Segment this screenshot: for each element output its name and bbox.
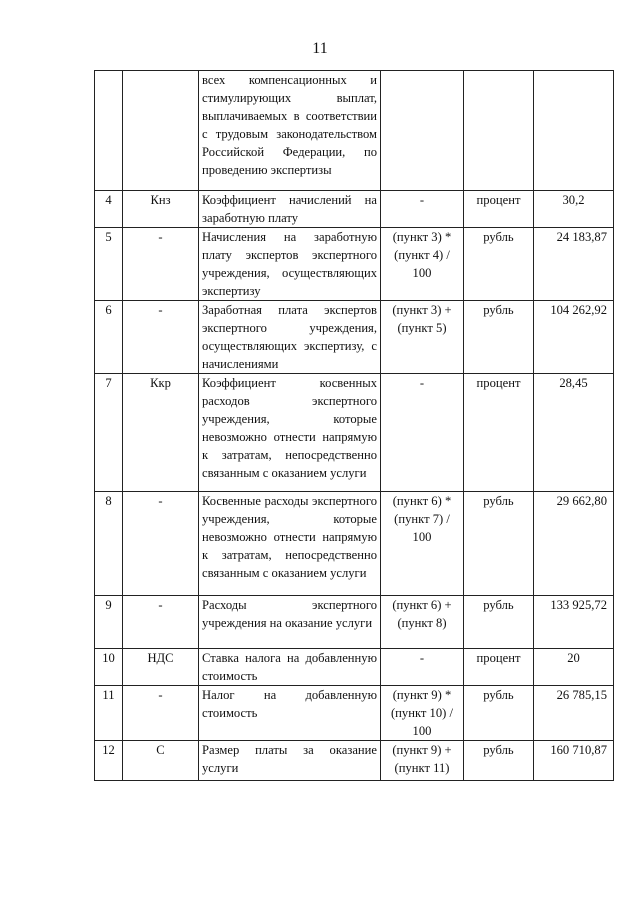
row-number: 5 <box>95 228 123 301</box>
row-formula: - <box>381 649 464 686</box>
row-number: 6 <box>95 301 123 374</box>
row-unit: процент <box>464 649 534 686</box>
row-value: 30,2 <box>534 191 614 228</box>
table-row <box>95 596 614 649</box>
row-value: 28,45 <box>534 374 614 492</box>
row-unit: рубль <box>464 596 534 649</box>
row-description: всех компенсационных и стимулирующих выплат, выплачиваемых в соответствии с трудовым законодательством Российской Федерации, по проведению экспертизы <box>199 71 381 191</box>
row-number <box>95 71 123 191</box>
row-symbol: С <box>123 741 199 781</box>
row-unit <box>464 71 534 191</box>
row-number: 7 <box>95 374 123 492</box>
row-symbol: - <box>123 228 199 301</box>
row-unit: рубль <box>464 492 534 596</box>
table-row <box>95 649 614 686</box>
row-formula: (пункт 9) * (пункт 10) / 100 <box>381 686 464 741</box>
row-number: 12 <box>95 741 123 781</box>
row-symbol: - <box>123 686 199 741</box>
table-row <box>95 301 614 374</box>
table-row <box>95 686 614 741</box>
row-number: 10 <box>95 649 123 686</box>
table-row <box>95 71 614 191</box>
row-value: 26 785,15 <box>534 686 614 741</box>
row-symbol: Кнз <box>123 191 199 228</box>
page-number: 11 <box>312 40 328 57</box>
row-description: Заработная плата экспертов экспертного учреждения, осуществляющих экспертизу, с начислениями <box>199 301 381 374</box>
row-unit: рубль <box>464 301 534 374</box>
table-row <box>95 374 614 492</box>
row-value: 24 183,87 <box>534 228 614 301</box>
row-unit: рубль <box>464 686 534 741</box>
row-number: 9 <box>95 596 123 649</box>
row-value <box>534 71 614 191</box>
row-formula: (пункт 3) * (пункт 4) / 100 <box>381 228 464 301</box>
row-formula: - <box>381 374 464 492</box>
row-number: 8 <box>95 492 123 596</box>
row-number: 11 <box>95 686 123 741</box>
row-value: 160 710,87 <box>534 741 614 781</box>
table-row <box>95 741 614 781</box>
row-symbol: - <box>123 301 199 374</box>
row-formula: (пункт 9) + (пункт 11) <box>381 741 464 781</box>
row-symbol <box>123 71 199 191</box>
row-description: Ставка налога на добавленную стоимость <box>199 649 381 686</box>
row-description: Косвенные расходы экспертного учреждения, которые невозможно отнести напрямую к затратам, непосредственно связанным с оказанием услуги <box>199 492 381 596</box>
cost-calculation-table <box>94 70 614 781</box>
table-row <box>95 191 614 228</box>
row-description: Размер платы за оказание услуги <box>199 741 381 781</box>
row-formula: (пункт 6) + (пункт 8) <box>381 596 464 649</box>
row-number: 4 <box>95 191 123 228</box>
row-unit: процент <box>464 191 534 228</box>
row-value: 29 662,80 <box>534 492 614 596</box>
table-row <box>95 228 614 301</box>
row-description: Коэффициент начислений на заработную плату <box>199 191 381 228</box>
row-description: Коэффициент косвенных расходов экспертного учреждения, которые невозможно отнести напрямую к затратам, непосредственно связанным с оказанием услуги <box>199 374 381 492</box>
row-value: 133 925,72 <box>534 596 614 649</box>
row-value: 104 262,92 <box>534 301 614 374</box>
row-formula: (пункт 3) + (пункт 5) <box>381 301 464 374</box>
row-unit: рубль <box>464 741 534 781</box>
row-symbol: - <box>123 596 199 649</box>
row-symbol: Ккр <box>123 374 199 492</box>
row-description: Расходы экспертного учреждения на оказание услуги <box>199 596 381 649</box>
row-value: 20 <box>534 649 614 686</box>
row-description: Начисления на заработную плату экспертов экспертного учреждения, осуществляющих экспертизу <box>199 228 381 301</box>
row-formula: - <box>381 191 464 228</box>
row-unit: процент <box>464 374 534 492</box>
row-formula: (пункт 6) * (пункт 7) / 100 <box>381 492 464 596</box>
row-symbol: - <box>123 492 199 596</box>
row-description: Налог на добавленную стоимость <box>199 686 381 741</box>
table-row <box>95 492 614 596</box>
row-formula <box>381 71 464 191</box>
row-symbol: НДС <box>123 649 199 686</box>
row-unit: рубль <box>464 228 534 301</box>
